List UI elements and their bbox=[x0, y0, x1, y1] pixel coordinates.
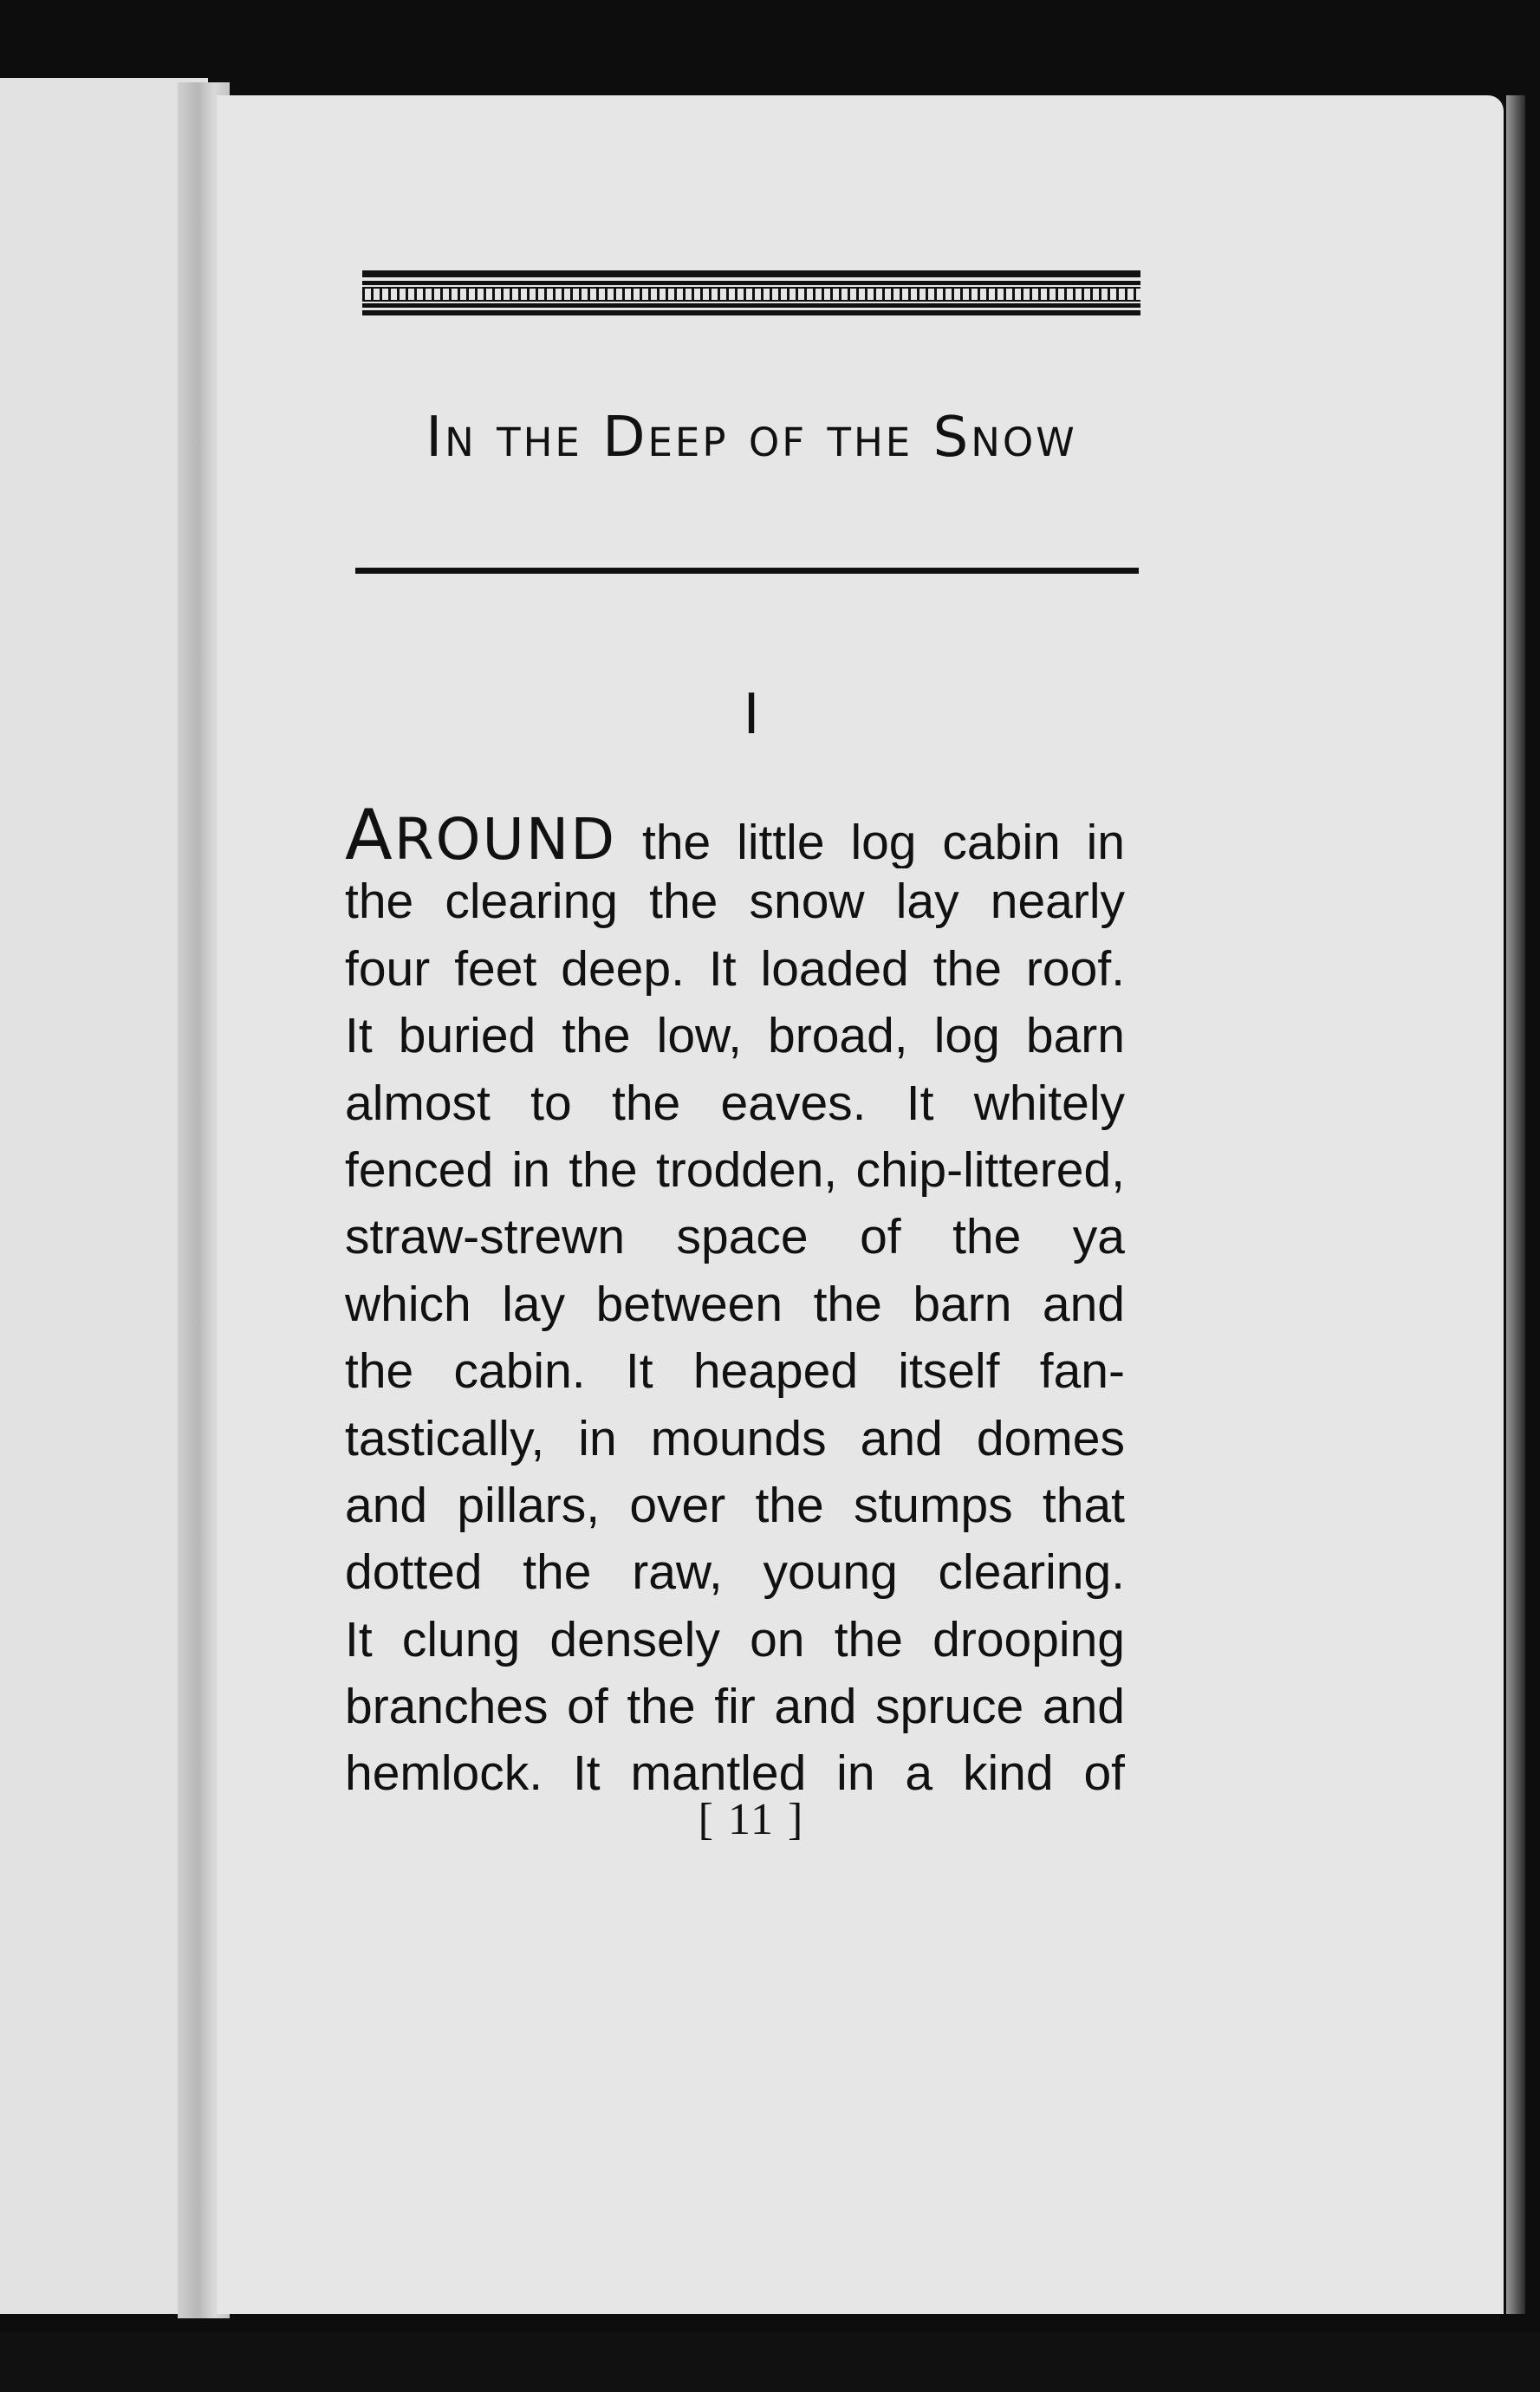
decorative-header-ornament bbox=[362, 270, 1140, 315]
opening-word bbox=[345, 802, 617, 869]
ornament-chain-pattern bbox=[362, 287, 1140, 302]
text-line: the clearing the snow lay nearly bbox=[345, 874, 1125, 930]
text-line: branches of the fir and spruce and bbox=[345, 1679, 1125, 1735]
ornament-bar bbox=[362, 303, 1140, 308]
chapter-numeral: I bbox=[743, 683, 760, 747]
text-line: four feet deep. It loaded the roof. bbox=[345, 940, 1125, 997]
text-line: which lay between the barn and bbox=[345, 1276, 1125, 1332]
scan-border bbox=[0, 2331, 1540, 2392]
text-line-content: the little log cabin in bbox=[641, 815, 1125, 869]
text-line bbox=[345, 802, 1125, 868]
opening-word-rest: ROUND bbox=[393, 806, 617, 869]
left-page-edge bbox=[0, 78, 208, 2314]
title-rule bbox=[355, 568, 1139, 574]
text-line: straw-strewn space of the ya bbox=[345, 1209, 1125, 1265]
text-line: tastically, in mounds and domes bbox=[345, 1410, 1125, 1466]
text-line: It clung densely on the drooping bbox=[345, 1611, 1125, 1667]
text-line: hemlock. It mantled in a kind of bbox=[345, 1745, 1125, 1802]
chapter-title: In the Deep of the Snow bbox=[426, 406, 1077, 470]
drop-initial: A bbox=[345, 802, 394, 869]
text-line: and pillars, over the stumps that bbox=[345, 1477, 1125, 1533]
text-line: the cabin. It heaped itself fan- bbox=[345, 1343, 1125, 1400]
page-edge-shadow bbox=[1506, 95, 1525, 2314]
text-line: It buried the low, broad, log barn bbox=[345, 1008, 1125, 1064]
text-line: dotted the raw, young clearing. bbox=[345, 1544, 1125, 1601]
text-line: almost to the eaves. It whitely bbox=[345, 1075, 1125, 1131]
body-paragraph bbox=[345, 802, 1125, 1808]
page-number: [ 11 ] bbox=[698, 1795, 805, 1844]
ornament-bar bbox=[362, 310, 1140, 315]
ornament-bar bbox=[362, 270, 1140, 277]
ornament-bar bbox=[362, 281, 1140, 285]
text-line: fenced in the trodden, chip-littered, bbox=[345, 1141, 1125, 1198]
